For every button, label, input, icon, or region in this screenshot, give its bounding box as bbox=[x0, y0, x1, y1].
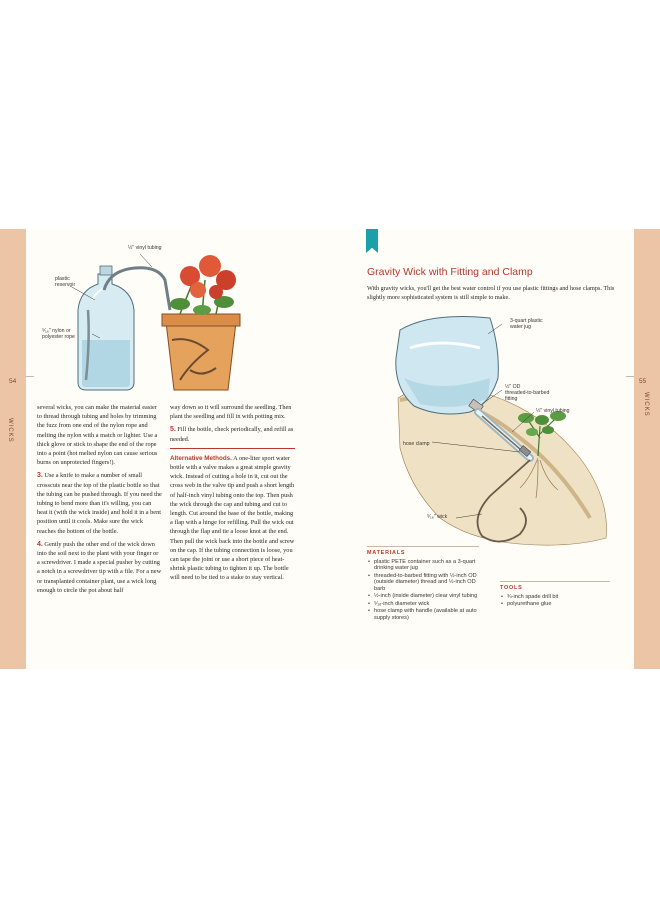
materials-item: • plastic PETE container such as a 3-quart drinking water jug bbox=[367, 559, 479, 572]
section-heading: Gravity Wick with Fitting and Clamp bbox=[367, 266, 533, 278]
right-side-label: WICKS bbox=[643, 392, 649, 417]
materials-rule bbox=[367, 546, 479, 547]
flower-pot-drawing bbox=[162, 314, 240, 390]
water-jug-drawing bbox=[396, 317, 499, 415]
right-side-tab bbox=[634, 229, 660, 669]
alternative-methods-rule bbox=[170, 448, 295, 449]
left-column-1 bbox=[37, 403, 162, 599]
left-page-number: 54 bbox=[9, 378, 17, 385]
tools-item: • ¾-inch spade drill bit bbox=[500, 594, 610, 601]
gravity-wick-illustration bbox=[370, 308, 620, 556]
left-side-tab bbox=[0, 229, 26, 669]
label-hose-clamp: hose clamp bbox=[403, 441, 430, 447]
paragraph-continued: way down so it will surround the seedling. Then plant the seedling and fill in with potting mix. bbox=[170, 404, 292, 421]
geranium-plant-drawing bbox=[170, 255, 236, 315]
materials-box bbox=[367, 546, 479, 622]
step-3-text: Use a knife to make a number of small crosscuts near the top of the plastic bottle so that the tubing can be pushed through. If you need the tubing to bend more than it's willing, you can heat it (with the wick inside) and hold it in a bent position until it cools. Make sure the wick reaches the bottom of the bottle. bbox=[37, 472, 162, 535]
step-4-number: 4. bbox=[37, 540, 43, 548]
tools-title: TOOLS bbox=[500, 585, 523, 591]
bottle-wick-illustration bbox=[40, 240, 300, 400]
paragraph-intro: several wicks, you can make the material easier to thread through tubing and holes by trimming the fuzz from one end of the nylon rope and melting the nylon with a match or lighter. Use a thick glove or stick to shape the end of the rope into a point (hot melted nylon can cause serious burns on unprotected fingers!). bbox=[37, 404, 158, 467]
alternative-methods-heading: Alternative Methods. bbox=[170, 454, 232, 462]
left-divider bbox=[26, 376, 34, 377]
right-page-number: 55 bbox=[639, 378, 647, 385]
label-plastic-reservoir: plastic reservoir bbox=[55, 276, 76, 289]
section-intro: With gravity wicks, you'll get the best water control if you use plastic fittings and hose clamps. This slightly more sophisticated system is still simple to make. bbox=[367, 285, 615, 301]
materials-item: • hose clamp with handle (available at auto supply stores) bbox=[367, 608, 479, 621]
label-fitting: ½" OD threaded-to-barbed fitting bbox=[505, 384, 550, 403]
left-side-label: WICKS bbox=[7, 418, 13, 443]
tools-box bbox=[500, 581, 610, 609]
left-column-2 bbox=[170, 403, 295, 587]
step-5-number: 5. bbox=[170, 426, 176, 434]
tools-item: • polyurethane glue bbox=[500, 601, 610, 608]
step-4-text: Gently push the other end of the wick down into the soil next to the plant with your finger or a screwdriver. I made a special pusher by cutting a notch in a screwdriver tip with a file. For a new or transplanted container plant, use a wick long enough to circle the pot about half bbox=[37, 540, 162, 594]
label-wick: ⁵⁄₁₆" wick bbox=[427, 514, 448, 520]
label-water-jug: 3-quart plastic water jug bbox=[510, 318, 543, 331]
step-3-number: 3. bbox=[37, 472, 43, 480]
materials-title: MATERIALS bbox=[367, 550, 406, 556]
materials-item: • threaded-to-barbed fitting with ½-inch OD (outside diameter) thread and ½-inch OD barb bbox=[367, 573, 479, 593]
label-vinyl-tubing: ½" vinyl tubing bbox=[128, 245, 162, 251]
tools-rule bbox=[500, 581, 610, 582]
materials-item: • ½-inch (inside diameter) clear vinyl tubing bbox=[367, 593, 479, 600]
materials-item: • ⁵⁄₁₆-inch diameter wick bbox=[367, 601, 479, 608]
label-vinyl-tubing-right: ½" vinyl tubing bbox=[536, 408, 570, 414]
step-5-text: Fill the bottle, check periodically, and refill as needed. bbox=[170, 426, 294, 443]
label-nylon-rope: ⁵⁄₁₆" nylon or polyester rope bbox=[42, 328, 75, 341]
right-divider bbox=[626, 376, 634, 377]
alternative-methods-text: A one-liter sport water bottle with a valve makes a great simple gravity wick. Instead of cutting a hole in it, cut out the cross web in the valve tip and push a short length of half-inch vinyl tubing onto the top. Then push the wick through the cap and tubing and cut to length. Cut around the base of the bottle, making a flap with a hinge for refilling. Pull the wick out through the flap and tie a loose knot at the end. Then pull the wick back into the bottle and screw on the cap. If the tubing connection is loose, you can tape the joint or use a short piece of heat-shrink plastic tubing to tighten it up. The bottle will need to be tied to a stake to stay vertical. bbox=[170, 454, 295, 582]
